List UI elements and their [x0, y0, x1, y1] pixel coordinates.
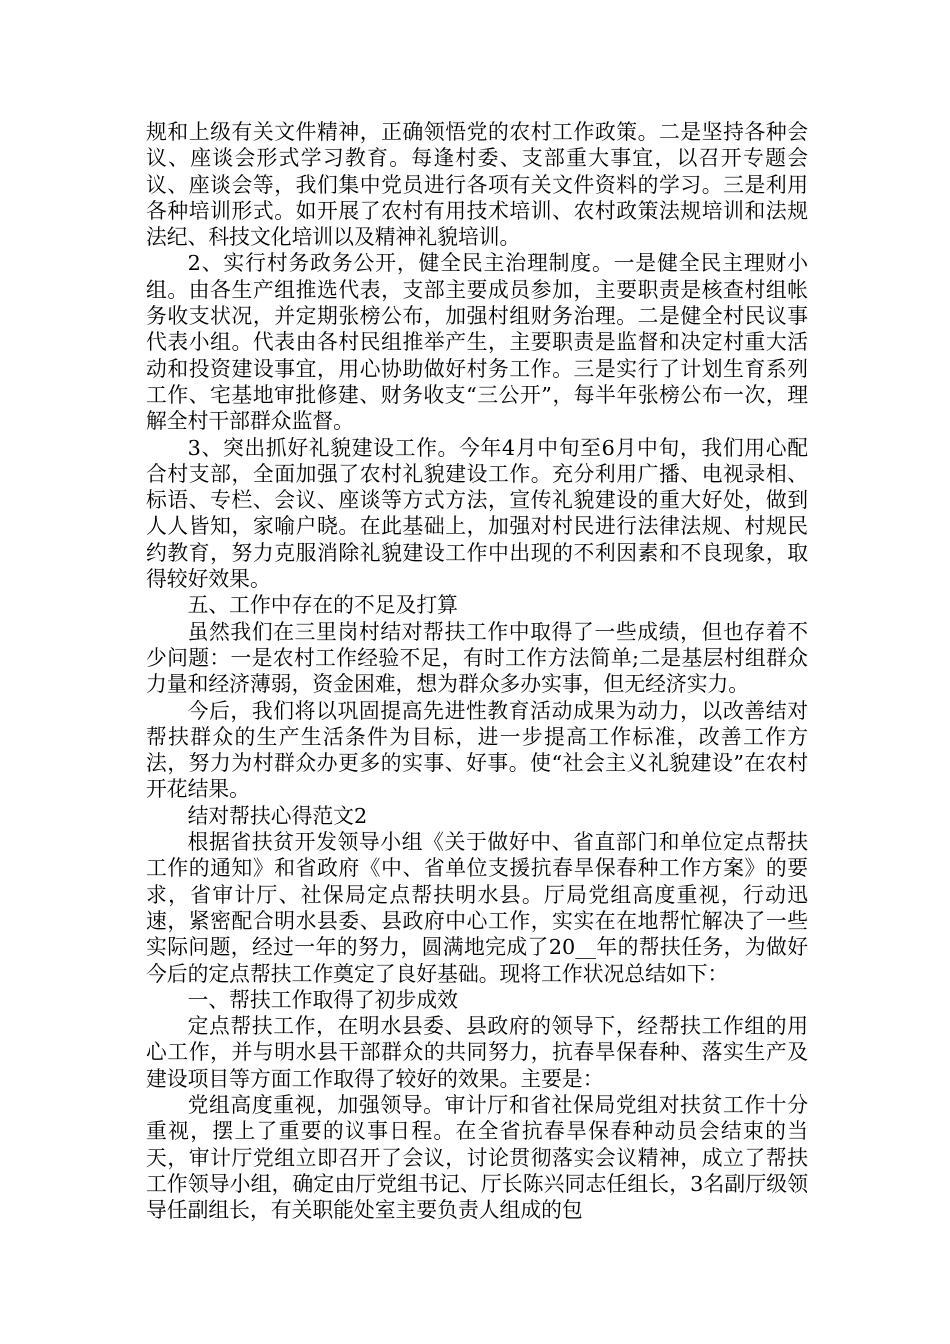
paragraph-5: 虽然我们在三里岗村结对帮扶工作中取得了一些成绩，但也存着不少问题：一是农村工作经验不足，有时工作方法简单;二是基层村组群众力量和经济薄弱，资金困难，想为群众多办实事，但无经济实力。 [146, 619, 808, 697]
section-heading-5: 五、工作中存在的不足及打算 [187, 593, 458, 618]
paragraph-1: 规和上级有关文件精神，正确领悟党的农村工作政策。二是坚持各种会议、座谈会形式学习教育。每逢村委、支部重大事宜，以召开专题会议、座谈会等，我们集中党员进行各项有关文件资料的学习。三是利用各种培训形式。如开展了农村有用技术培训、农村政策法规培训和法规法纪、科技文化培训以及精神礼貌培训。 [146, 120, 808, 250]
paragraph-6: 今后，我们将以巩固提高先进性教育活动成果为动力，以改善结对帮扶群众的生产生活条件为目标，进一步提高工作标准，改善工作方法，努力为村群众办更多的实事、好事。使“社会主义礼貌建设”在农村开花结果。 [146, 698, 808, 802]
paragraph-11: 党组高度重视，加强领导。审计厅和省社保局党组对扶贫工作十分重视，摆上了重要的议事日程。在全省抗春旱保春种动员会结束的当天，审计厅党组立即召开了会议，讨论贯彻落实会议精神，成立了帮扶工作领导小组，确定由厅党组书记、厅长陈兴同志任组长，3名副厅级领导任副组长，有关职能处室主要负责人组成的包 [146, 1092, 808, 1223]
paragraph-2: 2、实行村务政务公开，健全民主治理制度。一是健全民主理财小组。由各生产组推选代表，支部主要成员参加，主要职责是核查村组帐务收支状况，并定期张榜公布，加强村组财务治理。二是健全村民议事代表小组。代表由各村民组推举产生，主要职责是监督和决定村重大活动和投资建设事宜，用心协助做好村务工作。三是实行了计划生育系列工作、宅基地审批修建、财务收支“三公开”，每半年张榜公布一次，理解全村干部群众监督。 [146, 251, 808, 434]
section-heading-1: 一、帮扶工作取得了初步成效 [187, 987, 458, 1012]
document-body [146, 119, 808, 1223]
paragraph-10: 定点帮扶工作，在明水县委、县政府的领导下，经帮扶工作组的用心工作，并与明水县干部群众的共同努力，抗春旱保春种、落实生产及建设项目等方面工作取得了较好的效果。主要是： [146, 1014, 808, 1091]
paragraph-8: 根据省扶贫开发领导小组《关于做好中、省直部门和单位定点帮扶工作的通知》和省政府《中、省单位支援抗春旱保春种工作方案》的要求，省审计厅、社保局定点帮扶明水县。厅局党组高度重视，行动迅速，紧密配合明水县委、县政府中心工作，实实在在地帮忙解决了一些实际问题，经过一年的努力，圆满地完成了20__年的帮扶任务，为做好今后的定点帮扶工作奠定了良好基础。现将工作状况总结如下： [146, 830, 808, 986]
paragraph-3: 3、突出抓好礼貌建设工作。今年4月中旬至6月中旬，我们用心配合村支部，全面加强了农村礼貌建设工作。充分利用广播、电视录相、标语、专栏、会议、座谈等方式方法，宣传礼貌建设的重大好处，做到人人皆知，家喻户晓。在此基础上，加强对村民进行法律法规、村规民约教育，努力克服消除礼貌建设工作中出现的不利因素和不良现象，取得较好效果。 [146, 435, 808, 592]
article-title: 结对帮扶心得范文2 [187, 803, 368, 828]
